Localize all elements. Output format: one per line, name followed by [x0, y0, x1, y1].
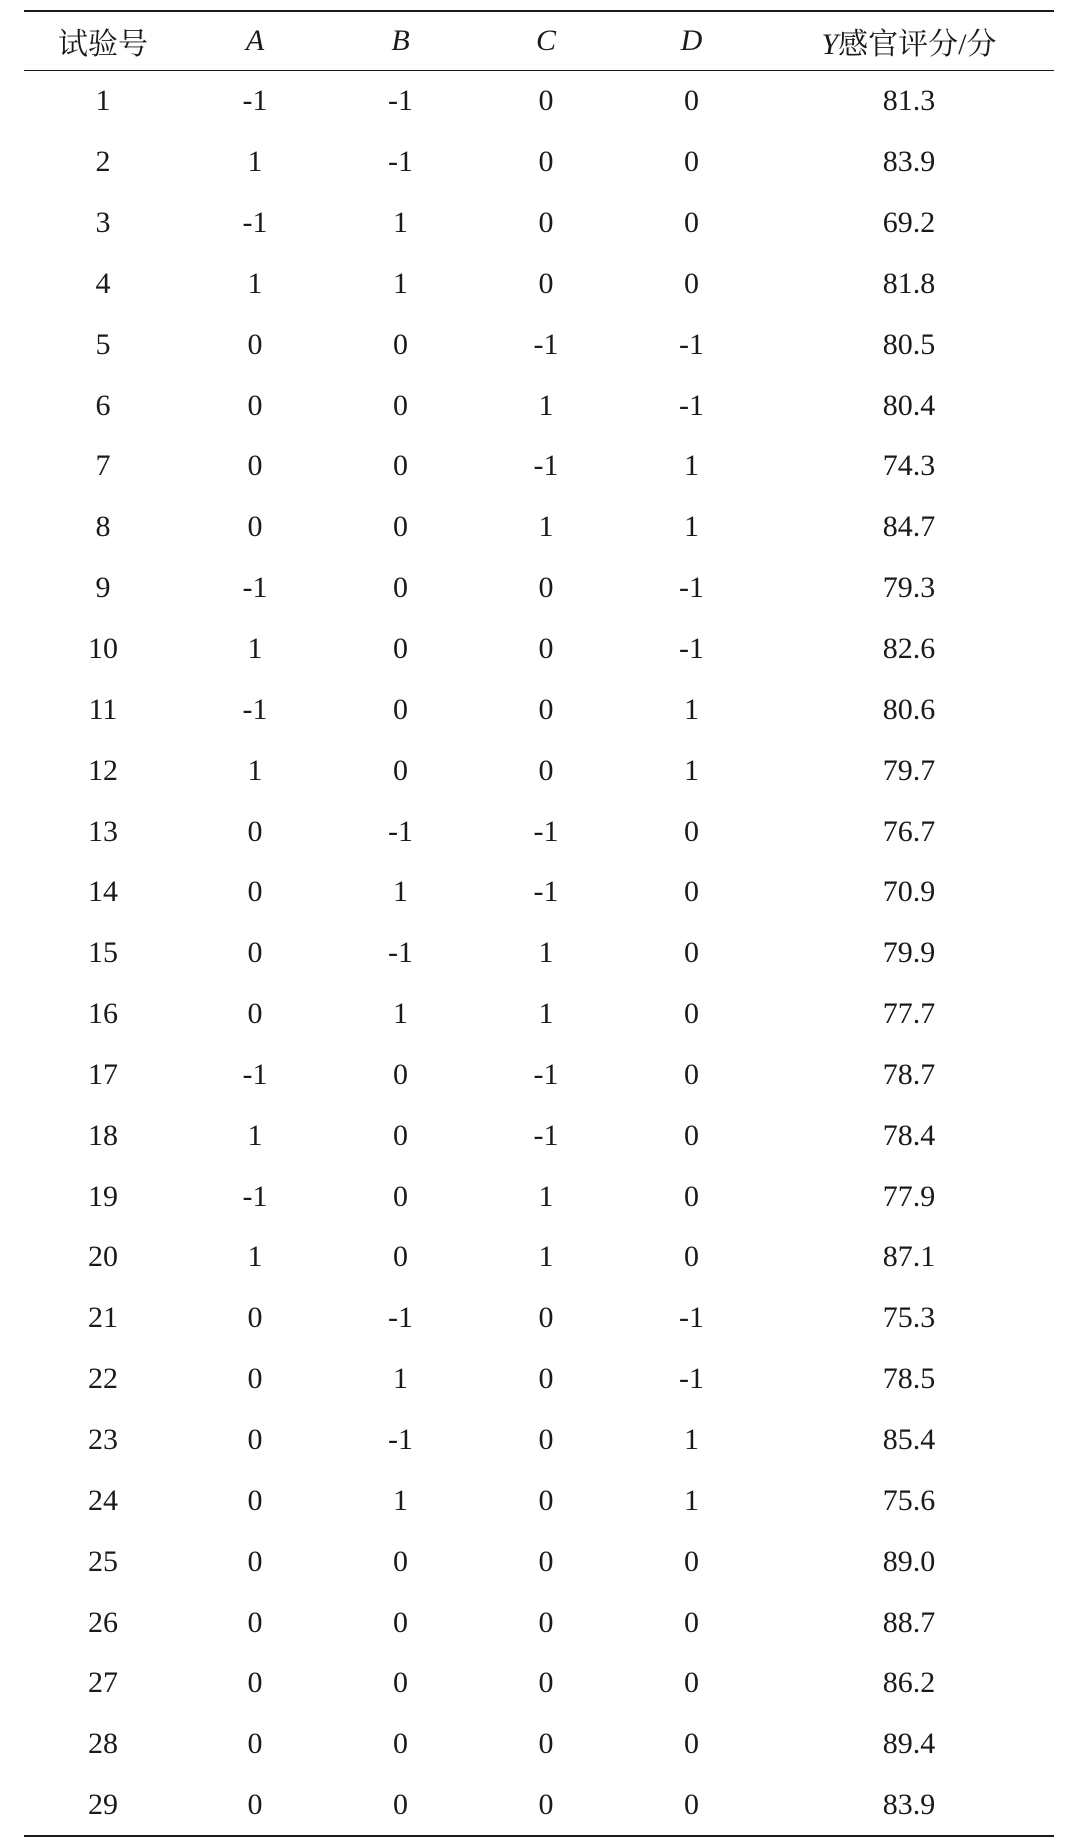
- cell-run-number: 20: [88, 1240, 118, 1274]
- cell-factor-a: 1: [247, 145, 263, 179]
- cell-factor-b: 1: [393, 997, 408, 1031]
- cell-sensory-score: 78.7: [882, 1057, 936, 1091]
- cell-factor-d: 0: [684, 206, 699, 240]
- cell-factor-d: 0: [684, 1057, 699, 1091]
- cell-factor-a: 0: [247, 510, 263, 544]
- cell-factor-d: 0: [684, 1605, 699, 1639]
- cell-factor-b: 0: [393, 692, 408, 726]
- cell-factor-c: 1: [538, 510, 554, 544]
- cell-factor-b: 1: [393, 1362, 408, 1396]
- cell-factor-b: 1: [393, 266, 408, 300]
- cell-factor-d: -1: [679, 327, 704, 361]
- cell-sensory-score: 88.7: [882, 1605, 936, 1639]
- cell-factor-b: 0: [393, 1057, 408, 1091]
- cell-factor-b: -1: [388, 84, 413, 118]
- table-row: [24, 1775, 1054, 1837]
- cell-run-number: 22: [88, 1362, 118, 1396]
- cell-factor-b: 0: [393, 1605, 408, 1639]
- cell-factor-a: 0: [247, 1362, 263, 1396]
- cell-run-number: 29: [88, 1788, 118, 1822]
- cell-factor-a: -1: [242, 206, 268, 240]
- table-row: [24, 619, 1054, 680]
- cell-run-number: 25: [88, 1544, 118, 1578]
- cell-factor-d: 0: [684, 1240, 699, 1274]
- cell-factor-a: 0: [247, 875, 263, 909]
- cell-sensory-score: 79.9: [882, 936, 936, 970]
- table-row: [24, 558, 1054, 619]
- cell-sensory-score: 81.8: [882, 266, 936, 300]
- cell-run-number: 26: [88, 1605, 118, 1639]
- cell-factor-c: -1: [533, 1057, 559, 1091]
- cell-factor-a: 0: [247, 936, 263, 970]
- cell-factor-c: 1: [538, 1240, 554, 1274]
- cell-factor-a: 0: [247, 814, 263, 848]
- cell-sensory-score: 85.4: [882, 1422, 936, 1456]
- header-factor-a: A: [245, 24, 265, 57]
- cell-factor-a: 0: [247, 388, 263, 422]
- cell-factor-d: 0: [684, 266, 699, 300]
- cell-factor-c: 0: [538, 1483, 554, 1517]
- cell-sensory-score: 75.6: [882, 1483, 936, 1517]
- table-row: [24, 1592, 1054, 1653]
- header-sensory-score: [764, 11, 1054, 71]
- table-row: [24, 1714, 1054, 1775]
- table-row: [24, 1045, 1054, 1106]
- cell-sensory-score: 78.5: [882, 1362, 936, 1396]
- table-body: [24, 71, 1054, 1837]
- cell-sensory-score: 80.5: [882, 327, 936, 361]
- cell-run-number: 21: [88, 1301, 118, 1335]
- cell-run-number: 14: [88, 875, 118, 909]
- table-row: [24, 375, 1054, 436]
- cell-sensory-score: 78.4: [882, 1118, 936, 1152]
- table-row: [24, 1653, 1054, 1714]
- cell-factor-d: -1: [679, 1362, 704, 1396]
- cell-run-number: 16: [88, 997, 118, 1031]
- cell-factor-b: -1: [388, 1301, 413, 1335]
- cell-factor-c: 0: [538, 266, 554, 300]
- cell-factor-c: 0: [538, 1788, 554, 1822]
- cell-factor-d: 0: [684, 1727, 699, 1761]
- table-row: [24, 1227, 1054, 1288]
- cell-factor-c: 0: [538, 1605, 554, 1639]
- cell-factor-c: -1: [533, 327, 559, 361]
- table-row: [24, 740, 1054, 801]
- cell-sensory-score: 79.7: [882, 753, 936, 787]
- cell-factor-c: 0: [538, 206, 554, 240]
- table-row: [24, 132, 1054, 193]
- cell-factor-d: 0: [684, 1666, 699, 1700]
- cell-sensory-score: 89.4: [882, 1727, 936, 1761]
- cell-run-number: 10: [88, 632, 118, 666]
- cell-factor-a: 0: [247, 449, 263, 483]
- table-row: [24, 254, 1054, 315]
- cell-factor-b: 0: [393, 1179, 408, 1213]
- header-y-symbol: Y: [821, 28, 839, 61]
- cell-factor-a: 1: [247, 266, 263, 300]
- cell-factor-a: -1: [242, 692, 268, 726]
- cell-run-number: 7: [95, 449, 111, 483]
- cell-factor-a: 1: [247, 632, 263, 666]
- header-factor-c: C: [535, 24, 556, 57]
- cell-factor-b: 1: [393, 206, 408, 240]
- table-row: [24, 71, 1054, 132]
- cell-sensory-score: 87.1: [882, 1240, 936, 1274]
- table-row: [24, 1410, 1054, 1471]
- cell-run-number: 1: [95, 84, 111, 118]
- cell-factor-c: 1: [538, 936, 554, 970]
- cell-run-number: 3: [95, 206, 111, 240]
- cell-factor-a: 0: [247, 1422, 263, 1456]
- cell-factor-c: 0: [538, 692, 554, 726]
- cell-factor-b: 0: [393, 632, 408, 666]
- cell-factor-d: 1: [684, 1483, 699, 1517]
- cell-sensory-score: 80.4: [882, 388, 936, 422]
- cell-factor-c: 0: [538, 1727, 554, 1761]
- cell-factor-b: 0: [393, 510, 408, 544]
- cell-factor-c: 1: [538, 997, 554, 1031]
- cell-sensory-score: 84.7: [882, 510, 936, 544]
- cell-factor-a: 0: [247, 1544, 263, 1578]
- cell-factor-c: -1: [533, 449, 559, 483]
- cell-factor-d: 1: [684, 1422, 699, 1456]
- cell-factor-d: 0: [684, 1544, 699, 1578]
- cell-run-number: 2: [95, 145, 111, 179]
- cell-factor-b: 1: [393, 1483, 408, 1517]
- cell-factor-d: -1: [679, 571, 704, 605]
- table-row: [24, 1531, 1054, 1592]
- cell-factor-b: 0: [393, 1666, 408, 1700]
- cell-factor-a: 1: [247, 1240, 263, 1274]
- cell-run-number: 27: [88, 1666, 118, 1700]
- cell-factor-a: 1: [247, 1118, 263, 1152]
- cell-run-number: 17: [88, 1057, 118, 1091]
- cell-factor-c: 1: [538, 1179, 554, 1213]
- cell-factor-d: 0: [684, 1788, 699, 1822]
- table-row: [24, 1105, 1054, 1166]
- cell-factor-a: -1: [242, 1179, 268, 1213]
- cell-run-number: 19: [88, 1179, 118, 1213]
- cell-factor-b: 0: [393, 753, 408, 787]
- cell-run-number: 24: [88, 1483, 118, 1517]
- cell-factor-c: -1: [533, 1118, 559, 1152]
- cell-factor-b: 0: [393, 1788, 408, 1822]
- cell-factor-d: -1: [679, 1301, 704, 1335]
- cell-factor-a: -1: [242, 84, 268, 118]
- table-row: [24, 679, 1054, 740]
- cell-factor-a: 0: [247, 1727, 263, 1761]
- cell-sensory-score: 76.7: [882, 814, 936, 848]
- cell-factor-b: 0: [393, 449, 408, 483]
- cell-sensory-score: 82.6: [882, 632, 936, 666]
- cell-factor-c: 1: [538, 388, 554, 422]
- header-row: [24, 11, 1054, 71]
- cell-factor-d: 0: [684, 145, 699, 179]
- table-row: [24, 1349, 1054, 1410]
- cell-factor-c: 0: [538, 1422, 554, 1456]
- table-row: [24, 923, 1054, 984]
- cell-factor-a: 0: [247, 1605, 263, 1639]
- table-row: [24, 193, 1054, 254]
- table-row: [24, 436, 1054, 497]
- cell-factor-b: -1: [388, 145, 413, 179]
- cell-factor-c: -1: [533, 875, 559, 909]
- cell-run-number: 18: [88, 1118, 118, 1152]
- header-y-label: 感官评分/分: [838, 28, 997, 61]
- cell-run-number: 15: [88, 936, 118, 970]
- cell-sensory-score: 83.9: [882, 1788, 936, 1822]
- table-row: [24, 497, 1054, 558]
- cell-factor-b: 1: [393, 875, 408, 909]
- table-header: [24, 11, 1054, 71]
- cell-factor-b: 0: [393, 1240, 408, 1274]
- cell-factor-b: 0: [393, 571, 408, 605]
- cell-factor-a: -1: [242, 571, 268, 605]
- header-factor-b: B: [391, 24, 410, 57]
- cell-factor-a: 0: [247, 1483, 263, 1517]
- cell-run-number: 4: [95, 266, 111, 300]
- cell-factor-b: 0: [393, 1544, 408, 1578]
- table-row: [24, 1470, 1054, 1531]
- cell-factor-b: 0: [393, 1727, 408, 1761]
- cell-factor-b: -1: [388, 814, 413, 848]
- experiment-table-container: [24, 10, 1054, 1837]
- table-row: [24, 314, 1054, 375]
- cell-sensory-score: 83.9: [882, 145, 936, 179]
- cell-sensory-score: 79.3: [882, 571, 936, 605]
- cell-run-number: 8: [95, 510, 111, 544]
- table-row: [24, 801, 1054, 862]
- cell-run-number: 11: [88, 692, 118, 726]
- cell-factor-d: 1: [684, 449, 699, 483]
- cell-sensory-score: 74.3: [882, 449, 936, 483]
- cell-run-number: 13: [88, 814, 118, 848]
- cell-run-number: 5: [95, 327, 111, 361]
- cell-factor-c: 0: [538, 1362, 554, 1396]
- cell-factor-a: 0: [247, 1301, 263, 1335]
- cell-factor-b: 0: [393, 327, 408, 361]
- cell-factor-a: 0: [247, 997, 263, 1031]
- table-row: [24, 984, 1054, 1045]
- cell-factor-d: -1: [679, 388, 704, 422]
- cell-factor-c: -1: [533, 814, 559, 848]
- cell-factor-a: 0: [247, 327, 263, 361]
- cell-run-number: 12: [88, 753, 118, 787]
- cell-sensory-score: 77.9: [882, 1179, 936, 1213]
- cell-factor-b: -1: [388, 936, 413, 970]
- cell-factor-d: 0: [684, 1118, 699, 1152]
- cell-sensory-score: 81.3: [882, 84, 936, 118]
- cell-factor-d: -1: [679, 632, 704, 666]
- cell-factor-a: 0: [247, 1666, 263, 1700]
- header-run-number: 试验号: [58, 28, 148, 61]
- cell-factor-d: 0: [684, 84, 699, 118]
- cell-factor-b: -1: [388, 1422, 413, 1456]
- table-row: [24, 862, 1054, 923]
- header-factor-d: D: [680, 24, 703, 57]
- cell-factor-d: 0: [684, 997, 699, 1031]
- box-behnken-design-table: [24, 10, 1054, 1837]
- cell-factor-c: 0: [538, 1666, 554, 1700]
- cell-factor-d: 1: [684, 510, 699, 544]
- cell-sensory-score: 80.6: [882, 692, 936, 726]
- cell-run-number: 23: [88, 1422, 118, 1456]
- table-row: [24, 1166, 1054, 1227]
- cell-factor-a: 0: [247, 1788, 263, 1822]
- cell-factor-c: 0: [538, 145, 554, 179]
- cell-sensory-score: 77.7: [882, 997, 936, 1031]
- cell-factor-b: 0: [393, 1118, 408, 1152]
- cell-sensory-score: 89.0: [882, 1544, 936, 1578]
- cell-factor-a: 1: [247, 753, 263, 787]
- cell-factor-d: 1: [684, 753, 699, 787]
- cell-factor-a: -1: [242, 1057, 268, 1091]
- cell-run-number: 28: [88, 1727, 118, 1761]
- cell-factor-b: 0: [393, 388, 408, 422]
- cell-factor-d: 0: [684, 1179, 699, 1213]
- cell-factor-c: 0: [538, 632, 554, 666]
- cell-factor-c: 0: [538, 753, 554, 787]
- cell-run-number: 6: [95, 388, 111, 422]
- cell-factor-c: 0: [538, 571, 554, 605]
- cell-factor-d: 1: [684, 692, 699, 726]
- cell-factor-d: 0: [684, 936, 699, 970]
- cell-sensory-score: 75.3: [882, 1301, 936, 1335]
- table-row: [24, 1288, 1054, 1349]
- cell-factor-c: 0: [538, 1301, 554, 1335]
- cell-factor-c: 0: [538, 84, 554, 118]
- cell-factor-c: 0: [538, 1544, 554, 1578]
- cell-sensory-score: 70.9: [882, 875, 936, 909]
- cell-sensory-score: 86.2: [882, 1666, 936, 1700]
- cell-factor-d: 0: [684, 875, 699, 909]
- cell-factor-d: 0: [684, 814, 699, 848]
- cell-run-number: 9: [95, 571, 111, 605]
- cell-sensory-score: 69.2: [882, 206, 936, 240]
